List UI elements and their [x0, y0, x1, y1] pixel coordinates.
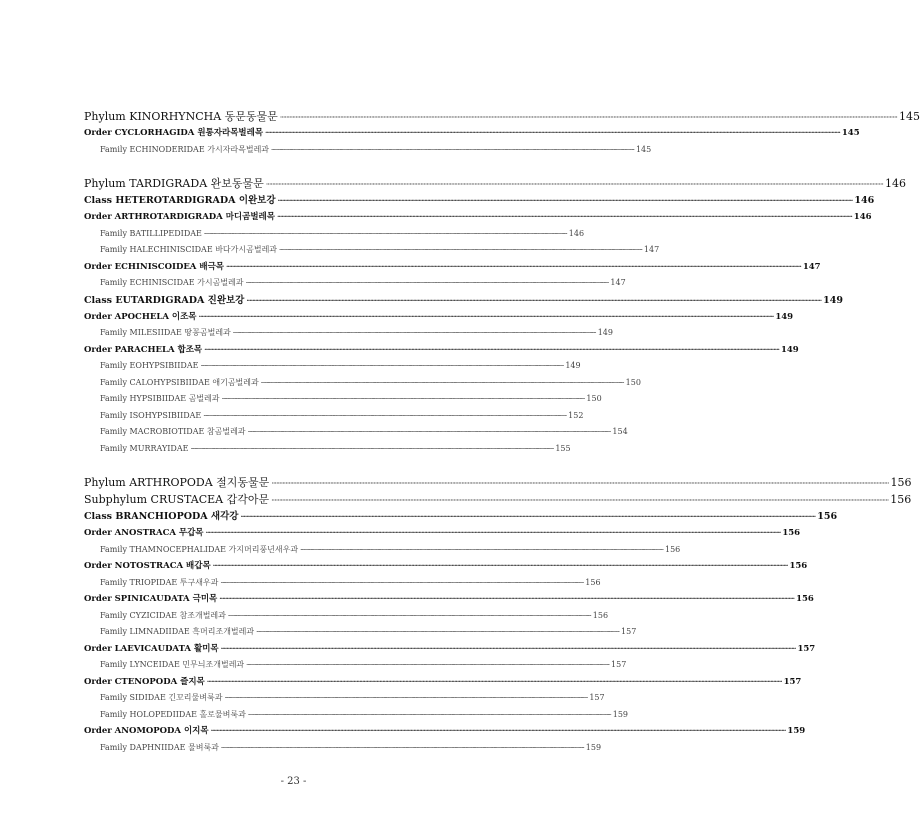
toc-entry-name: Family THAMNOCEPHALIDAE 가지머리풍년새우과: [100, 544, 299, 554]
leader-dots: ················································································································································································································································································································································································································: [240, 512, 816, 521]
toc-entry-name: Subphylum CRUSTACEA 갑각아문: [84, 493, 270, 506]
toc-entry-name: Family CYZICIDAE 참조개벌레과: [100, 610, 226, 620]
toc-entry-name: Family TRIOPIDAE 투구새우과: [100, 577, 219, 587]
toc-entry-family[interactable]: [84, 690, 605, 707]
toc-entry-page: 150: [586, 394, 602, 403]
toc-entry-class[interactable]: [84, 508, 838, 525]
toc-entry-page: 156: [585, 577, 601, 587]
toc-entry-name: Order SPINICAUDATA 극미목: [84, 594, 218, 604]
leader-dots: ················································································································································································································································································································································································································: [300, 546, 663, 554]
leader-dots: ················································································································································································································································································································································································································: [204, 344, 779, 354]
toc-entry-name: Family BATILLIPEDIDAE: [100, 228, 202, 238]
toc-entry-name: Order CTENOPODA 즐지목: [84, 676, 205, 687]
toc-entry-name: Order NOTOSTRACA 배갑목: [84, 561, 211, 571]
toc-entry-page: 145: [898, 110, 920, 123]
toc-entry-name: Family LIMNADIIDAE 흑머리조개벌레과: [100, 627, 255, 636]
leader-dots: ················································································································································································································································································································································································································: [260, 379, 624, 387]
toc-entry-family[interactable]: [84, 740, 602, 757]
toc-entry-name: Phylum KINORHYNCHA 동문동물문: [84, 110, 278, 123]
toc-entry-name: Family ISOHYPSIBIIDAE: [100, 410, 202, 420]
toc-entry-page: 156: [890, 476, 912, 489]
toc-entry-name: Class BRANCHIOPODA 새각강: [84, 511, 239, 522]
toc-entry-order[interactable]: [84, 558, 808, 575]
leader-dots: ················································································································································································································································································································································································································: [265, 180, 883, 189]
leader-dots: ················································································································································································································································································································································································································: [279, 113, 897, 122]
toc-entry-class[interactable]: [84, 192, 875, 209]
toc-entry-order[interactable]: [84, 259, 821, 276]
leader-dots: ················································································································································································································································································································································································································: [221, 396, 585, 403]
toc-entry-family[interactable]: [84, 375, 641, 392]
toc-entry-page: 145: [841, 128, 860, 138]
toc-entry-name: Class HETEROTARDIGRADA 이완보강: [84, 195, 276, 206]
leader-dots: ················································································································································································································································································································································································································: [247, 429, 611, 436]
toc-entry-family[interactable]: [84, 391, 602, 408]
toc-entry-page: 156: [789, 561, 808, 571]
toc-entry-name: Family SIDIDAE 긴꼬리물벼룩과: [100, 693, 223, 702]
toc-entry-name: Order PARACHELA 합조목: [84, 344, 203, 355]
leader-dots: ················································································································································································································································································································································································································: [220, 643, 796, 653]
leader-dots: ················································································································································································································································································································································································································: [265, 128, 840, 137]
toc-entry-family[interactable]: [84, 142, 652, 159]
toc-entry-family[interactable]: [84, 358, 581, 375]
toc-entry-family[interactable]: [84, 242, 660, 259]
leader-dots: ················································································································································································································································································································································································································: [271, 479, 889, 488]
toc-entry-page: 156: [890, 493, 912, 506]
toc-entry-name: Class EUTARDIGRADA 진완보강: [84, 294, 245, 306]
toc-entry-page: 150: [625, 377, 641, 387]
toc-entry-name: Phylum ARTHROPODA 절지동물문: [84, 476, 270, 489]
toc-entry-name: Family MURRAYIDAE: [100, 443, 189, 453]
toc-entry-page: 147: [802, 261, 821, 272]
toc-entry-page: 157: [611, 660, 627, 669]
leader-dots: ················································································································································································································································································································································································································: [200, 363, 564, 370]
toc-entry-name: Order LAEVICAUDATA 활미목: [84, 643, 219, 654]
toc-entry-page: 156: [817, 511, 838, 522]
leader-dots: ················································································································································································································································································································································································································: [198, 311, 774, 321]
toc-entry-name: Family CALOHYPSIBIIDAE 애기곰벌레과: [100, 377, 259, 387]
toc-entry-page: 146: [854, 195, 875, 206]
toc-entry-page: 155: [555, 443, 571, 453]
toc-entry-order[interactable]: [84, 209, 872, 226]
leader-dots: ················································································································································································································································································································································································································: [220, 744, 584, 752]
toc-entry-order[interactable]: [84, 342, 799, 359]
toc-entry-name: Order ANOMOPODA 이지목: [84, 726, 209, 736]
toc-entry-order[interactable]: [84, 309, 794, 326]
leader-dots: ················································································································································································································································································································································································································: [203, 412, 567, 420]
toc-entry-page: 156: [592, 610, 609, 620]
toc-entry-order[interactable]: [84, 674, 802, 691]
toc-entry-page: 146: [884, 177, 906, 190]
toc-entry-page: 159: [612, 709, 629, 719]
toc-entry-phylum[interactable]: [84, 491, 912, 508]
toc-entry-page: 146: [853, 212, 872, 222]
table-of-contents: [84, 108, 920, 756]
leader-dots: ················································································································································································································································································································································································································: [279, 247, 642, 254]
leader-dots: ················································································································································································································································································································································································································: [206, 676, 782, 686]
leader-dots: ················································································································································································································································································································································································································: [276, 212, 852, 221]
toc-entry-phylum[interactable]: [84, 175, 906, 192]
toc-entry-page: 147: [643, 245, 660, 254]
toc-entry-name: Family ECHINISCIDAE 가시곰벌레과: [100, 278, 244, 287]
toc-entry-name: Family DAPHNIIDAE 물벼룩과: [100, 742, 219, 752]
leader-dots: ················································································································································································································································································································································································································: [210, 726, 786, 735]
toc-entry-family[interactable]: [84, 441, 571, 458]
toc-entry-family[interactable]: [84, 275, 626, 292]
leader-dots: ················································································································································································································································································································································································································: [245, 280, 609, 287]
toc-entry-order[interactable]: [84, 125, 860, 142]
toc-entry-page: 156: [664, 544, 681, 554]
toc-entry-page: 156: [796, 594, 814, 604]
toc-entry-name: Family LYNCEIDAE 민무늬조개벌레과: [100, 660, 245, 669]
toc-entry-phylum[interactable]: [84, 108, 920, 125]
leader-dots: ················································································································································································································································································································································································································: [277, 196, 853, 205]
toc-entry-name: Order ANOSTRACA 무갑목: [84, 528, 204, 538]
leader-dots: ················································································································································································································································································································································································································: [203, 230, 567, 238]
toc-entry-order[interactable]: [84, 723, 806, 740]
toc-entry-family[interactable]: [84, 575, 601, 592]
leader-dots: ················································································································································································································································································································································································································: [212, 561, 788, 570]
leader-dots: ················································································································································································································································································································································································································: [190, 445, 554, 453]
toc-entry-order[interactable]: [84, 641, 816, 658]
leader-dots: ················································································································································································································································································································································································································: [271, 496, 889, 505]
toc-entry-name: Order ECHINISCOIDEA 배극목: [84, 261, 224, 272]
toc-entry-page: 157: [589, 693, 605, 702]
toc-entry-page: 149: [597, 328, 613, 337]
leader-dots: ················································································································································································································································································································································································································: [224, 695, 588, 702]
toc-entry-page: 152: [568, 410, 584, 420]
toc-entry-name: Family HOLOPEDIIDAE 홀로물벼룩과: [100, 709, 246, 719]
toc-entry-name: Family MILESIIDAE 땅꽁곰벌레과: [100, 328, 231, 337]
leader-dots: ················································································································································································································································································································································································································: [226, 261, 801, 271]
toc-entry-page: 149: [780, 344, 799, 355]
toc-entry-name: Family EOHYPSIBIIDAE: [100, 361, 199, 370]
leader-dots: ················································································································································································································································································································································································································: [205, 528, 781, 537]
leader-dots: ················································································································································································································································································································································································································: [246, 662, 610, 669]
toc-entry-name: Order CYCLORHAGIDA 원통자라목벌레목: [84, 128, 264, 138]
toc-entry-page: 145: [635, 144, 652, 154]
toc-entry-family[interactable]: [84, 226, 585, 243]
toc-entry-family[interactable]: [84, 707, 629, 724]
toc-entry-page: 149: [823, 294, 844, 306]
leader-dots: ················································································································································································································································································································································································································: [227, 612, 591, 620]
toc-entry-family[interactable]: [84, 624, 637, 641]
toc-entry-family[interactable]: [84, 657, 627, 674]
toc-entry-page: 146: [568, 228, 585, 238]
toc-entry-page: 159: [585, 742, 602, 752]
toc-entry-name: Family ECHINODERIDAE 가시자라목벌레과: [100, 144, 270, 154]
toc-entry-page: 156: [782, 528, 801, 538]
toc-entry-name: Family HALECHINISCIDAE 바다가시곰벌레과: [100, 245, 278, 254]
section-gap: [84, 158, 504, 175]
toc-entry-name: Order APOCHELA 이조목: [84, 311, 197, 322]
toc-entry-page: 157: [621, 627, 637, 636]
toc-entry-order[interactable]: [84, 525, 801, 542]
toc-entry-name: Family HYPSIBIIDAE 곰벌레과: [100, 394, 220, 403]
toc-entry-page: 149: [565, 361, 581, 370]
toc-entry-family[interactable]: [84, 424, 628, 441]
leader-dots: ················································································································································································································································································································································································································: [220, 579, 584, 587]
toc-entry-page: 157: [783, 676, 802, 687]
section-gap: [84, 457, 504, 474]
toc-entry-phylum[interactable]: [84, 474, 912, 491]
toc-entry-family[interactable]: [84, 408, 584, 425]
toc-entry-page: 149: [775, 311, 794, 322]
leader-dots: ················································································································································································································································································································································································································: [219, 594, 795, 603]
toc-entry-page: 147: [610, 278, 626, 287]
leader-dots: ················································································································································································································································································································································································································: [256, 629, 620, 636]
toc-entry-order[interactable]: [84, 591, 814, 608]
toc-entry-family[interactable]: [84, 542, 681, 559]
leader-dots: ················································································································································································································································································································································································································: [246, 295, 822, 305]
toc-entry-page: 154: [612, 427, 628, 436]
toc-entry-family[interactable]: [84, 325, 613, 342]
toc-entry-page: 157: [797, 643, 816, 654]
toc-entry-name: Phylum TARDIGRADA 완보동물문: [84, 177, 264, 190]
toc-entry-family[interactable]: [84, 608, 609, 625]
page-number: - 23 -: [280, 776, 307, 787]
toc-entry-name: Family MACROBIOTIDAE 참곰벌레과: [100, 427, 246, 436]
leader-dots: ················································································································································································································································································································································································································: [271, 146, 634, 154]
leader-dots: ················································································································································································································································································································································································································: [232, 330, 596, 337]
toc-entry-name: Order ARTHROTARDIGRADA 마디곰벌레목: [84, 212, 275, 222]
leader-dots: ················································································································································································································································································································································································································: [247, 711, 611, 719]
toc-entry-page: 159: [787, 726, 806, 736]
toc-entry-class[interactable]: [84, 292, 844, 309]
